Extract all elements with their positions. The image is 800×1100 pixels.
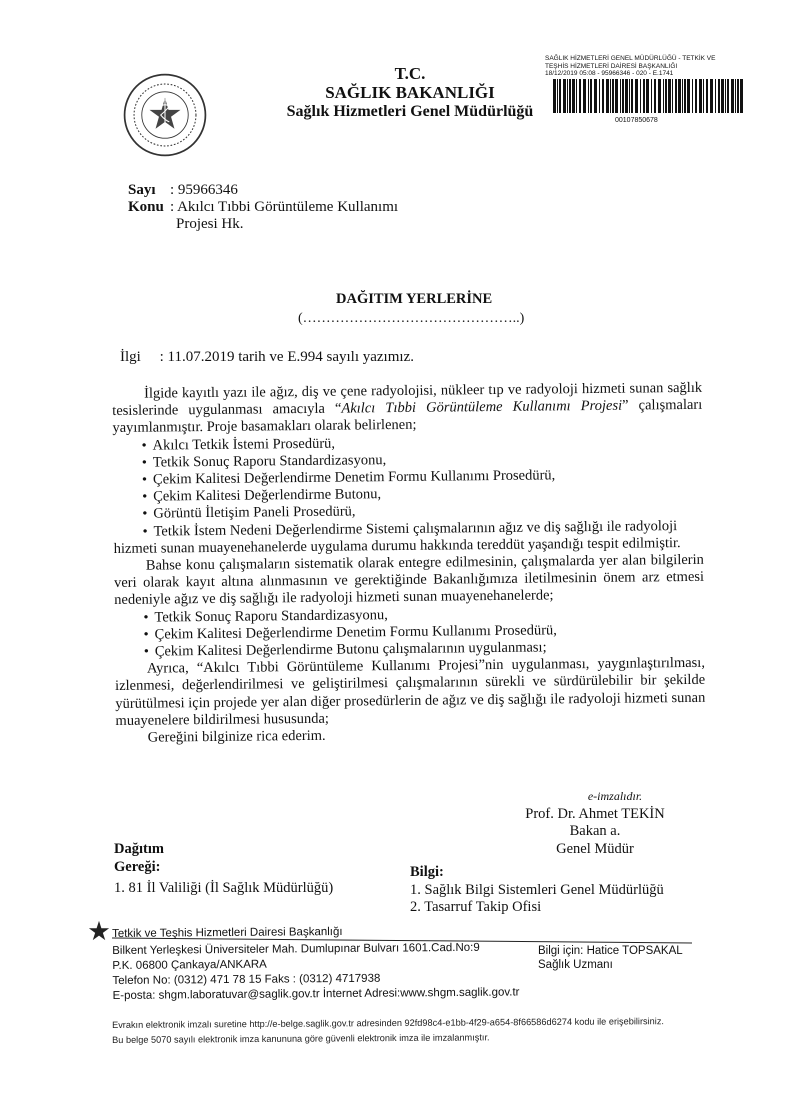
signer-title-1: Bakan a. — [569, 823, 621, 839]
esign-law-text: Bu belge 5070 sayılı elektronik imza kanununa göre güvenli elektronik imza ile imzalanmıştır. — [112, 1032, 490, 1045]
footer-contact — [538, 944, 683, 972]
application-list — [114, 603, 705, 661]
paragraph-1: İlgide kayıtlı yazı ile ağız, diş ve çene radyolojisi, nükleer tıp ve radyoloji hizmeti sunan sağlık tesislerinde uygulanması amacıyla “Akılcı Tıbbi Görüntüleme Kullanımı Projesi” çalışmaları yayımlanmıştır. Proje basamakları olarak belirlenen; — [112, 379, 703, 437]
konu-label: Konu — [128, 199, 164, 215]
dagitim-label: Dağıtım — [114, 841, 164, 857]
barcode-bars — [553, 79, 753, 115]
list-item: • Çekim Kalitesi Değerlendirme Denetim Formu Kullanımı Prosedürü, — [153, 466, 703, 489]
info-item: 1. Sağlık Bilgi Sistemleri Genel Müdürlüğü — [410, 881, 664, 898]
footer-address-line: Bilkent Yerleşkesi Üniversiteler Mah. Dumlupınar Bulvarı 1601.Cad.No:9 — [112, 941, 480, 957]
list-item: • Akılcı Tetkik İstemi Prosedürü, — [153, 431, 703, 454]
barcode-line3: 18/12/2019 05:08 - 95966346 - 020 - E.1741 — [545, 70, 674, 77]
info-recipients — [410, 864, 664, 917]
signer-name: Prof. Dr. Ahmet TEKİN — [525, 805, 665, 822]
letterhead — [250, 64, 570, 121]
header-directorate: Sağlık Hizmetleri Genel Müdürlüğü — [286, 103, 534, 120]
list-item: • Çekim Kalitesi Değerlendirme Butonu, — [153, 483, 703, 506]
list-item: • Çekim Kalitesi Değerlendirme Denetim Formu Kullanımı Prosedürü, — [155, 621, 705, 644]
footer-address — [112, 923, 520, 1004]
contact-person: Bilgi için: Hatice TOPSAKAL — [538, 945, 683, 957]
footer-postal: P.K. 06800 Çankaya/ANKARA — [112, 958, 267, 972]
konu-value: : Akılcı Tıbbi Görüntüleme Kullanımı — [170, 199, 399, 215]
document-meta — [128, 182, 398, 233]
distribution-item: 1. 81 İl Valiliği (İl Sağlık Müdürlüğü) — [114, 880, 334, 896]
footer-phone: Telefon No: (0312) 471 78 15 Faks : (0312) 4717938 — [112, 972, 381, 987]
list-item: • Tetkik İstem Nedeni Değerlendirme Sistemi çalışmalarının ağız ve diş sağlığı ile radyoloji — [153, 517, 703, 540]
distribution-heading — [114, 841, 164, 876]
electronic-signature-notice — [112, 1014, 712, 1048]
verification-link-text: Evrakın elektronik imzalı suretine http://e-belge.saglik.gov.tr adresinden 92fd98c4-e1bb-4f29-a654-8f66586d6274 kodu ile erişebilirsiniz. — [112, 1016, 664, 1030]
paragraph-2: hizmeti sunan muayenehanelerde uygulama durumu hakkında tereddüt yaşandığı tespit edilmiştir. — [113, 534, 681, 557]
konu-value-cont: Projesi Hk. — [176, 216, 244, 232]
header-ministry: SAĞLIK BAKANLIĞI — [325, 83, 495, 102]
distribution-title: DAĞITIM YERLERİNE — [336, 291, 493, 307]
footer-dept: Tetkik ve Teşhis Hizmetleri Dairesi Başkanlığı — [112, 925, 343, 940]
list-item: • Tetkik Sonuç Raporu Standardizasyonu, — [154, 603, 704, 626]
signature-block — [500, 788, 690, 858]
paragraph-5: Gereğini bilginize rica ederim. — [147, 727, 326, 746]
procedure-list — [113, 431, 704, 540]
letter-body — [112, 380, 706, 747]
contact-title: Sağlık Uzmanı — [538, 959, 613, 971]
distribution-placeholder: (………………………………………..) — [298, 311, 525, 326]
reference-line: İlgi : 11.07.2019 tarih ve E.994 sayılı yazımız. — [120, 349, 414, 365]
paragraph-4: Ayrıca, “Akılcı Tıbbi Görüntüleme Kullanımı Projesi”nin uygulanması, yaygınlaştırılması, izlenmesi, değerlendirilmesi ve geliştirilmesi çalışmalarının sürekli ve sürdürülebilir bir şekilde yürütülmesi için projede yer alan diğer prosedürlerin de ağız ve diş sağlığı ile radyoloji hizmeti sunan muayenelere bildirilmesi hususunda; — [115, 655, 706, 729]
footer-email: E-posta: shgm.laboratuvar@saglik.gov.tr İnternet Adresi:www.shgm.saglik.gov.tr — [112, 986, 520, 1002]
barcode-number: 00107850678 — [615, 117, 658, 124]
bilgi-label: Bilgi: — [410, 864, 444, 880]
paragraph-3: Bahse konu çalışmaların sistematik olarak entegre edilmesinin, çalışmalarda yer alan bilgilerin veri olarak kayıt altına alınmasının ve gerektiğinde Bakanlığımıza iletilmesinin önem arz etmesi nedeniyle ağız ve diş sağlığı ile radyoloji hizmeti sunan muayenehanelerde; — [113, 551, 705, 609]
geregi-label: Gereği: — [114, 858, 161, 875]
header-tc: T.C. — [394, 64, 426, 83]
barcode-line2: TEŞHİS HİZMETLERİ DAİRESİ BAŞKANLIĞI — [545, 62, 678, 70]
e-signature-note: e-imzalıdır. — [587, 789, 643, 803]
info-item: 2. Tasarruf Takip Ofisi — [410, 899, 542, 915]
list-item: • Görüntü İletişim Paneli Prosedürü, — [153, 500, 703, 523]
sayi-label: Sayı — [128, 182, 156, 198]
signer-title-2: Genel Müdür — [556, 840, 634, 857]
sayi-value: : 95966346 — [170, 182, 238, 198]
star-icon — [88, 920, 110, 942]
document-barcode — [545, 55, 755, 125]
barcode-line1: SAĞLIK HİZMETLERİ GENEL MÜDÜRLÜĞÜ - TETKİK VE — [545, 55, 716, 62]
ministry-seal — [122, 72, 208, 158]
list-item: • Çekim Kalitesi Değerlendirme Butonu çalışmalarının uygulanması; — [155, 638, 705, 661]
list-item: • Tetkik Sonuç Raporu Standardizasyonu, — [153, 449, 703, 472]
